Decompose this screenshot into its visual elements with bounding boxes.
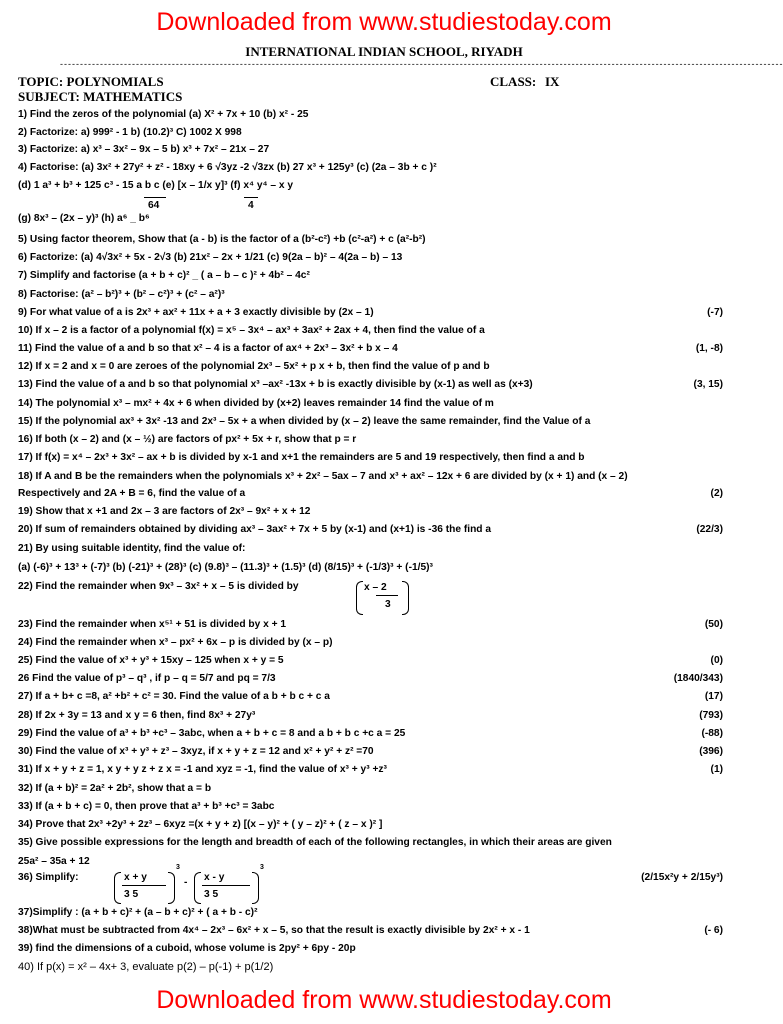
question-text: 25a² – 35a + 12 <box>18 856 90 867</box>
topic-label: TOPIC: POLYNOMIALS <box>18 74 164 89</box>
q36-exp-left: 3 <box>176 864 180 871</box>
question-answer: (2) <box>710 488 723 499</box>
question-text: 19) Show that x +1 and 2x – 3 are factors of 2x³ – 9x² + x + 12 <box>18 506 311 517</box>
question-text: 23) Find the remainder when x⁵¹ + 51 is divided by x + 1 <box>18 619 287 630</box>
q36-left-bar <box>122 885 166 886</box>
question-text: 1) Find the zeros of the polynomial (a) X² + 7x + 10 (b) x² - 25 <box>18 109 309 120</box>
q22-right-bracket <box>402 581 409 615</box>
question-answer: (1840/343) <box>673 673 723 684</box>
question-answer: (50) <box>704 619 723 630</box>
question-text: 37)Simplify : (a + b + c)² + (a – b + c)² + ( a + b - c)² <box>18 907 258 918</box>
question-answer: (2/15x²y + 2/15y³) <box>641 872 723 883</box>
q36-right-numerator: x - y <box>204 872 225 883</box>
question-answer: (1, -8) <box>695 343 723 354</box>
question-text: 17) If f(x) = x⁴ – 2x³ + 3x² – ax + b is divided by x-1 and x+1 the remainders are 5 and 19 respectively, then find a and b <box>18 452 585 463</box>
question-text: 3) Factorize: a) x³ – 3x² – 9x – 5 b) x³ + 7x² – 21x – 27 <box>18 144 270 155</box>
question-answer: (- 6) <box>704 925 723 936</box>
question-answer: (0) <box>710 655 723 666</box>
question-answer: (793) <box>699 710 723 721</box>
subject-label: SUBJECT: MATHEMATICS <box>18 89 183 104</box>
q22-numerator: x – 2 <box>364 582 387 593</box>
question-text: 15) If the polynomial ax³ + 3x² -13 and 2x³ – 5x + a when divided by (x – 2) leave the same remainder, find the Value of a <box>18 416 591 427</box>
question-text: 26 Find the value of p³ – q³ , if p – q = 5/7 and pq = 7/3 <box>18 673 276 684</box>
q36-left-brace-open <box>114 872 121 904</box>
school-name: INTERNATIONAL INDIAN SCHOOL, RIYADH <box>245 44 523 59</box>
question-text: (g) 8x³ – (2x – y)³ (h) a⁶ _ b⁶ <box>18 213 150 224</box>
question-answer: (3, 15) <box>693 379 723 390</box>
question-text: 35) Give possible expressions for the length and breadth of each of the following rectangles, in which their areas are given <box>18 837 612 848</box>
q4d-fraction-denominator: 4 <box>248 200 254 211</box>
q36-right-brace-close <box>252 872 259 904</box>
question-text: 10) If x – 2 is a factor of a polynomial f(x) = x⁵ – 3x⁴ – ax³ + 3ax² + 2ax + 4, then find the value of a <box>18 325 485 336</box>
q36-right-bar <box>202 885 250 886</box>
q22-denominator: 3 <box>385 599 391 610</box>
question-text: (a) (-6)³ + 13³ + (-7)³ (b) (-21)³ + (28)³ (c) (9.8)³ – (11.3)³ + (1.5)³ (d) (8/15)³ + (-1/3)³ + (-1/5)³ <box>18 562 433 573</box>
question-text: 20) If sum of remainders obtained by dividing ax³ – 3ax² + 7x + 5 by (x-1) and (x+1) is -36 the find a <box>18 524 492 535</box>
question-text: 36) Simplify: <box>18 872 79 883</box>
question-text: 33) If (a + b + c) = 0, then prove that a³ + b³ +c³ = 3abc <box>18 801 275 812</box>
question-text: 6) Factorize: (a) 4√3x² + 5x - 2√3 (b) 21x² – 2x + 1/21 (c) 9(2a – b)² – 4(2a – b) – 13 <box>18 252 403 263</box>
question-text: 14) The polynomial x³ – mx² + 4x + 6 when divided by (x+2) leaves remainder 14 find the value of m <box>18 398 494 409</box>
question-text: 28) If 2x + 3y = 13 and x y = 6 then, find 8x³ + 27y³ <box>18 710 256 721</box>
question-text: Respectively and 2A + B = 6, find the value of a <box>18 488 246 499</box>
divider-line: ------------------------------------------------------------------------------------------------------------------------------------------------------------------------------------- <box>60 59 783 69</box>
q36-right-brace-open <box>194 872 201 904</box>
q36-left-denominator: 3 5 <box>124 889 139 900</box>
question-text: 24) Find the remainder when x³ – px² + 6x – p is divided by (x – p) <box>18 637 333 648</box>
q36-exp-right: 3 <box>260 864 264 871</box>
question-text: 40) If p(x) = x² – 4x+ 3, evaluate p(2) – p(-1) + p(1/2) <box>18 961 274 973</box>
question-text: 5) Using factor theorem, Show that (a - b) is the factor of a (b²-c²) +b (c²-a²) + c (a²-b²) <box>18 234 426 245</box>
question-text: 29) Find the value of a³ + b³ +c³ – 3abc, when a + b + c = 8 and a b + b c +c a = 25 <box>18 728 406 739</box>
question-answer: (-7) <box>707 307 723 318</box>
q36-minus: - <box>184 877 188 888</box>
bottom-download-banner: Downloaded from www.studiestoday.com <box>156 986 612 1014</box>
question-text: 27) If a + b+ c =8, a² +b² + c² = 30. Find the value of a b + b c + c a <box>18 691 330 702</box>
class-label: CLASS: <box>490 74 537 89</box>
q22-left-bracket <box>356 581 363 615</box>
question-text: 11) Find the value of a and b so that x² – 4 is a factor of ax⁴ + 2x³ – 3x² + b x – 4 <box>18 343 398 354</box>
question-text: 4) Factorise: (a) 3x² + 27y² + z² - 18xy + 6 √3yz -2 √3zx (b) 27 x³ + 125y³ (c) (2a – 3b + c )² <box>18 162 437 173</box>
q22-fraction-bar <box>376 595 398 596</box>
question-text: 8) Factorise: (a² – b²)³ + (b² – c²)³ + (c² – a²)³ <box>18 289 225 300</box>
question-answer: (22/3) <box>696 524 723 535</box>
question-text: (d) 1 a³ + b³ + 125 c³ - 15 a b c (e) [x – 1/x y]³ (f) x⁴ y⁴ – x y <box>18 180 294 191</box>
q36-left-numerator: x + y <box>124 872 147 883</box>
question-text: 22) Find the remainder when 9x³ – 3x² + x – 5 is divided by <box>18 581 299 592</box>
question-answer: (1) <box>710 764 723 775</box>
q4d-fraction-bar-2 <box>244 197 258 198</box>
question-answer: (17) <box>704 691 723 702</box>
q36-right-denominator: 3 5 <box>204 889 219 900</box>
question-text: 12) If x = 2 and x = 0 are zeroes of the polynomial 2x³ – 5x² + p x + b, then find the value of p and b <box>18 361 490 372</box>
question-text: 18) If A and B be the remainders when the polynomials x³ + 2x² – 5ax – 7 and x³ + ax² – 12x + 6 are divided by (x + 1) and (x – 2) <box>18 471 628 482</box>
question-text: 30) Find the value of x³ + y³ + z³ – 3xyz, if x + y + z = 12 and x² + y² + z² =70 <box>18 746 374 757</box>
question-text: 25) Find the value of x³ + y³ + 15xy – 125 when x + y = 5 <box>18 655 284 666</box>
question-text: 38)What must be subtracted from 4x⁴ – 2x³ – 6x² + x – 5, so that the result is exactly divisible by 2x² + x - 1 <box>18 925 530 936</box>
question-text: 13) Find the value of a and b so that polynomial x³ –ax² -13x + b is exactly divisible by (x-1) as well as (x+3) <box>18 379 533 390</box>
question-text: 2) Factorize: a) 999² - 1 b) (10.2)³ C) 1002 X 998 <box>18 127 242 138</box>
top-download-banner: Downloaded from www.studiestoday.com <box>156 8 612 36</box>
q4d-fraction-bar <box>144 197 166 198</box>
class-value: IX <box>545 74 560 89</box>
question-text: 39) find the dimensions of a cuboid, whose volume is 2py² + 6py - 20p <box>18 943 356 954</box>
question-text: 34) Prove that 2x³ +2y³ + 2z³ – 6xyz =(x + y + z) [(x – y)² + ( y – z)² + ( z – x )² ] <box>18 819 383 830</box>
question-text: 21) By using suitable identity, find the value of: <box>18 543 246 554</box>
q4d-denominator: 64 <box>148 200 160 211</box>
question-text: 32) If (a + b)² = 2a² + 2b², show that a = b <box>18 783 212 794</box>
question-answer: (-88) <box>701 728 723 739</box>
question-text: 9) For what value of a is 2x³ + ax² + 11x + a + 3 exactly divisible by (2x – 1) <box>18 307 374 318</box>
question-text: 7) Simplify and factorise (a + b + c)² _ ( a – b – c )² + 4b² – 4c² <box>18 270 310 281</box>
question-text: 31) If x + y + z = 1, x y + y z + z x = -1 and xyz = -1, find the value of x³ + y³ +z³ <box>18 764 387 775</box>
question-answer: (396) <box>699 746 723 757</box>
q36-left-brace-close <box>168 872 175 904</box>
question-text: 16) If both (x – 2) and (x – ½) are factors of px² + 5x + r, show that p = r <box>18 434 357 445</box>
